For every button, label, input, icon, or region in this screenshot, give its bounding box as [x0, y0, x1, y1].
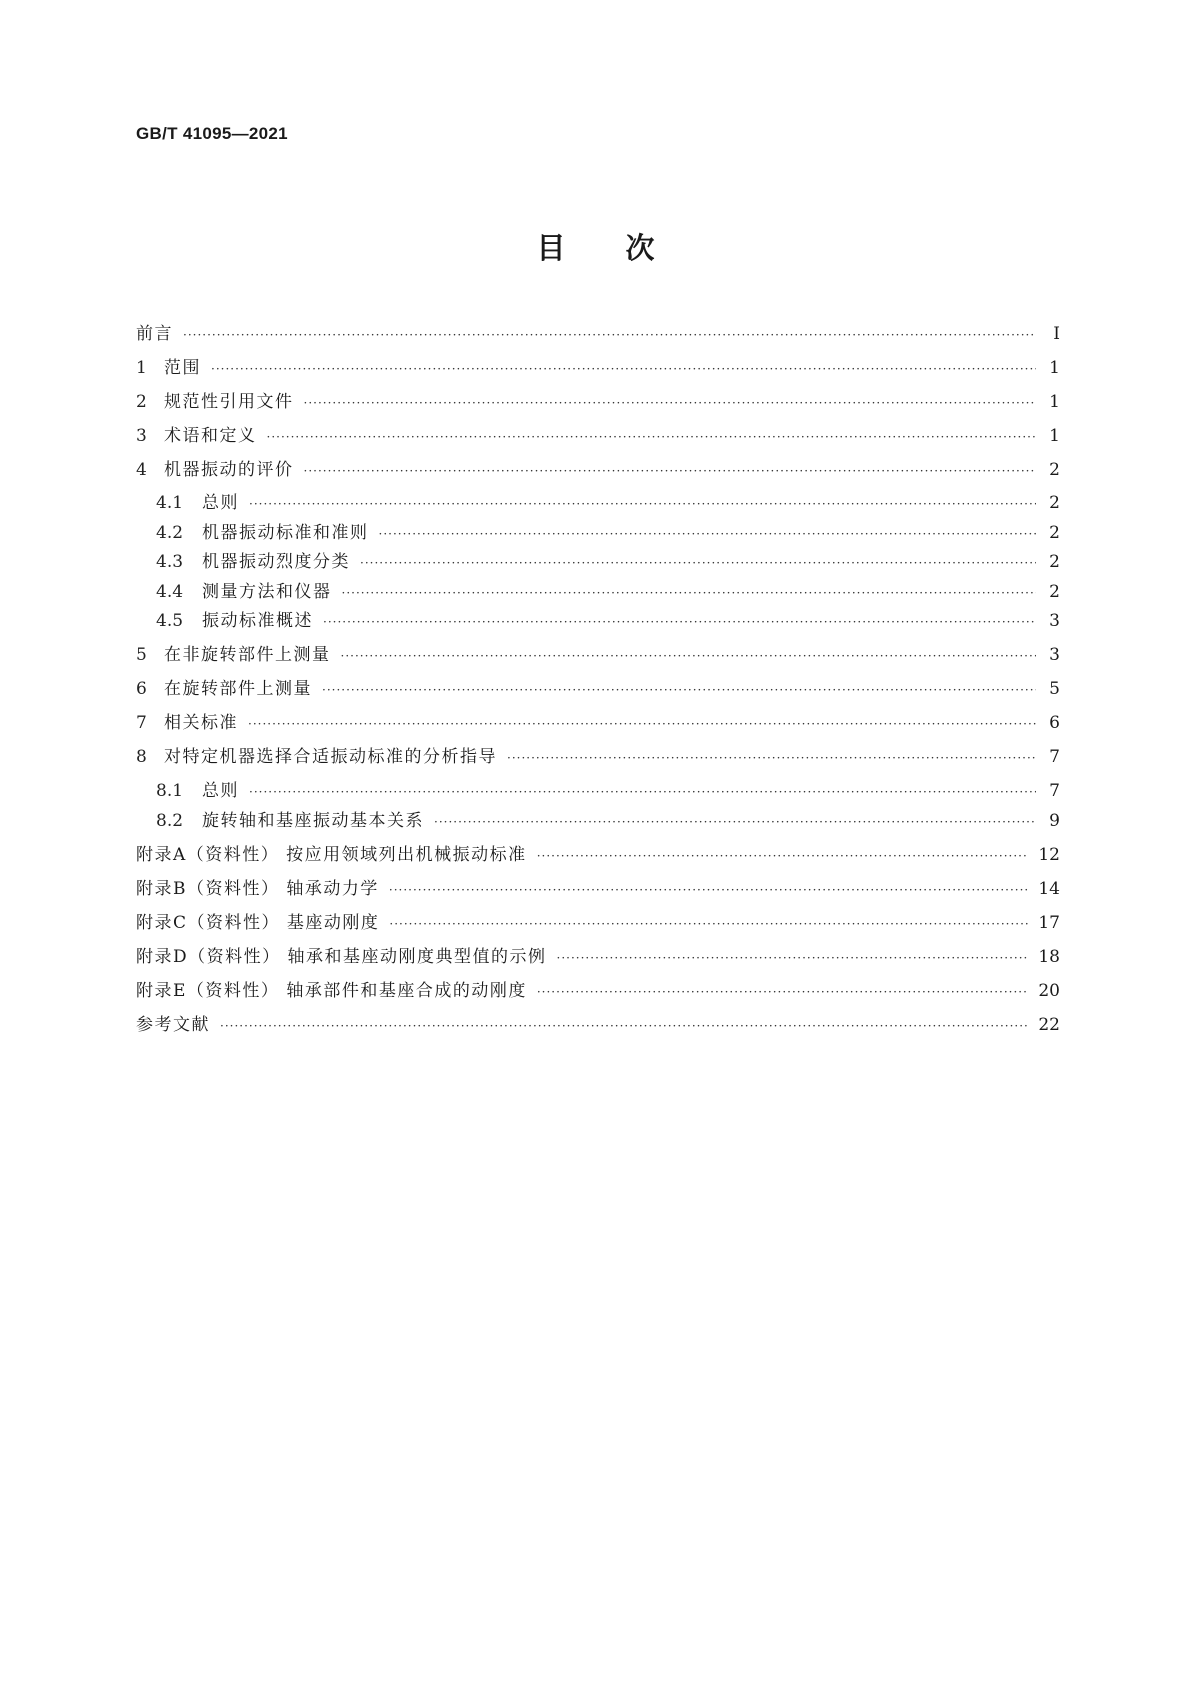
toc-entry-4-3[interactable] [156, 550, 1060, 574]
toc-entry-title: 总则 [202, 493, 239, 513]
toc-leader-dots [249, 492, 1036, 516]
toc-entry-title: 附录A（资料性） 按应用领域列出机械振动标准 [136, 845, 527, 865]
toc-entry-title: 测量方法和仪器 [202, 582, 332, 602]
toc-entry-title: 旋转轴和基座振动基本关系 [202, 811, 424, 831]
toc-page-number: 2 [1049, 582, 1060, 602]
toc-entry-number: 8 [136, 747, 147, 767]
toc-leader-dots [389, 912, 1028, 936]
toc-entry-title: 对特定机器选择合适振动标准的分析指导 [164, 747, 497, 767]
toc-page-number: 20 [1038, 981, 1060, 1001]
toc-entry-title: 术语和定义 [164, 426, 257, 446]
toc-page-number: 18 [1038, 947, 1060, 967]
toc-entry-4-2[interactable] [156, 521, 1060, 545]
toc-leader-dots [389, 878, 1028, 902]
toc-leader-dots [304, 391, 1037, 415]
toc-leader-dots [557, 946, 1029, 970]
page-title-char-2: 次 [625, 231, 655, 265]
toc-leader-dots [537, 980, 1029, 1004]
toc-entry-number: 4 [136, 460, 147, 480]
standard-number: GB/T 41095—2021 [136, 124, 288, 143]
toc-leader-dots [537, 844, 1029, 868]
toc-page-number: 1 [1049, 358, 1060, 378]
toc-entry-title: 前言 [136, 324, 173, 344]
toc-entry-title: 附录B（资料性） 轴承动力学 [136, 879, 379, 899]
toc-entry-number: 7 [136, 713, 147, 733]
toc-entry-title: 振动标准概述 [202, 611, 313, 631]
toc-entry-7[interactable] [136, 711, 1060, 735]
toc-entry-foreword[interactable] [136, 322, 1060, 346]
toc-entry-title: 机器振动标准和准则 [202, 523, 369, 543]
toc-entry-number: 4.3 [156, 552, 184, 572]
toc-entry-title: 范围 [164, 358, 201, 378]
toc-entry-title: 相关标准 [164, 713, 238, 733]
toc-entry-number: 8.1 [156, 781, 184, 801]
toc-entry-title: 附录E（资料性） 轴承部件和基座合成的动刚度 [136, 981, 527, 1001]
toc-entry-number: 1 [136, 358, 147, 378]
toc-page-number: 2 [1049, 493, 1060, 513]
toc-page-number: 5 [1049, 679, 1060, 699]
page-title-char-1: 目 [536, 231, 566, 265]
toc-page-number: 1 [1049, 426, 1060, 446]
toc-leader-dots [379, 522, 1037, 546]
toc-entry-5[interactable] [136, 643, 1060, 667]
toc-leader-dots [183, 323, 1036, 347]
toc-entry-title: 机器振动的评价 [164, 460, 294, 480]
toc-page-number: 17 [1038, 913, 1060, 933]
toc-leader-dots [507, 746, 1036, 770]
toc-page-number: 3 [1049, 645, 1060, 665]
toc-entry-1[interactable] [136, 356, 1060, 380]
toc-page-number: 14 [1038, 879, 1060, 899]
toc-leader-dots [220, 1014, 1028, 1038]
toc-entry-number: 3 [136, 426, 147, 446]
toc-page-number: 3 [1049, 611, 1060, 631]
toc-page-number: 7 [1049, 781, 1060, 801]
toc-entry-number: 6 [136, 679, 147, 699]
toc-leader-dots [342, 581, 1037, 605]
toc-entry-title: 规范性引用文件 [164, 392, 294, 412]
toc-entry-4-5[interactable] [156, 609, 1060, 633]
toc-entry-annex-e[interactable] [136, 979, 1060, 1003]
toc-page-number: 2 [1049, 460, 1060, 480]
toc-entry-3[interactable] [136, 424, 1060, 448]
toc-entry-title: 总则 [202, 781, 239, 801]
toc-page-number: 1 [1049, 392, 1060, 412]
toc-entry-bibliography[interactable] [136, 1013, 1060, 1037]
toc-leader-dots [322, 678, 1036, 702]
toc-entry-number: 4.2 [156, 523, 184, 543]
toc-page-number: Ⅰ [1053, 324, 1060, 344]
toc-page-number: 12 [1038, 845, 1060, 865]
toc-entry-title: 附录C（资料性） 基座动刚度 [136, 913, 380, 933]
toc-leader-dots [248, 712, 1036, 736]
toc-entry-4[interactable] [136, 458, 1060, 482]
toc-leader-dots [304, 459, 1037, 483]
toc-entry-number: 2 [136, 392, 147, 412]
toc-entry-4-4[interactable] [156, 580, 1060, 604]
toc-page-number: 22 [1038, 1015, 1060, 1035]
toc-leader-dots [267, 425, 1037, 449]
toc-entry-number: 4.5 [156, 611, 184, 631]
toc-page-number: 7 [1049, 747, 1060, 767]
toc-entry-4-1[interactable] [156, 491, 1060, 515]
toc-page-number: 2 [1049, 523, 1060, 543]
toc-entry-title: 附录D（资料性） 轴承和基座动刚度典型值的示例 [136, 947, 547, 967]
toc-leader-dots [211, 357, 1036, 381]
toc-entry-title: 在旋转部件上测量 [164, 679, 312, 699]
toc-entry-8-2[interactable] [156, 809, 1060, 833]
toc-page-number: 6 [1049, 713, 1060, 733]
toc-leader-dots [434, 810, 1036, 834]
toc-entry-title: 机器振动烈度分类 [202, 552, 350, 572]
toc-entry-number: 4.1 [156, 493, 184, 513]
toc-entry-6[interactable] [136, 677, 1060, 701]
page-title [0, 226, 1191, 267]
toc-entry-8-1[interactable] [156, 779, 1060, 803]
toc-entry-number: 8.2 [156, 811, 184, 831]
toc-entry-2[interactable] [136, 390, 1060, 414]
toc-entry-title: 参考文献 [136, 1015, 210, 1035]
toc-entry-annex-c[interactable] [136, 911, 1060, 935]
toc-leader-dots [341, 644, 1037, 668]
toc-entry-number: 5 [136, 645, 147, 665]
toc-entry-annex-a[interactable] [136, 843, 1060, 867]
toc-entry-annex-b[interactable] [136, 877, 1060, 901]
toc-page-number: 9 [1049, 811, 1060, 831]
toc-leader-dots [360, 551, 1036, 575]
toc-leader-dots [323, 610, 1036, 634]
toc-entry-8[interactable] [136, 745, 1060, 769]
toc-entry-number: 4.4 [156, 582, 184, 602]
toc-entry-title: 在非旋转部件上测量 [164, 645, 331, 665]
toc-leader-dots [249, 780, 1036, 804]
toc-entry-annex-d[interactable] [136, 945, 1060, 969]
toc-page-number: 2 [1049, 552, 1060, 572]
